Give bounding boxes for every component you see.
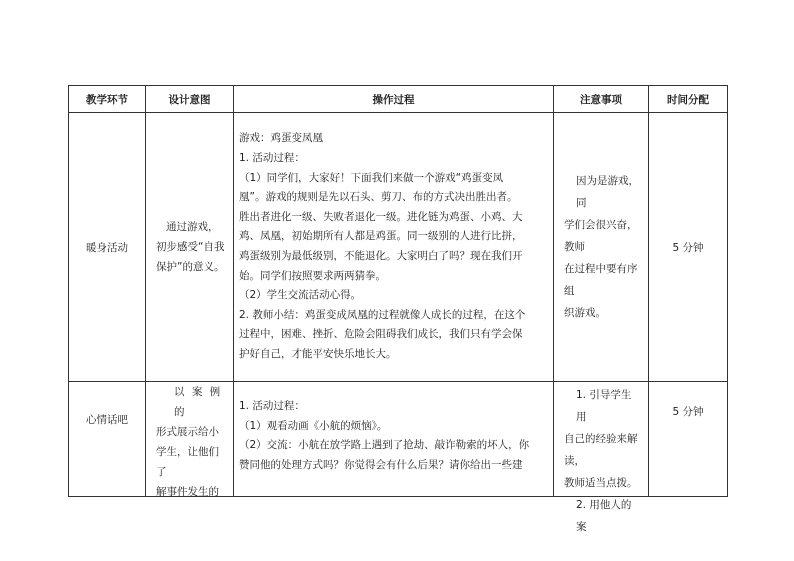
process-clip [239, 397, 547, 481]
header-intent: 设计意图 [146, 86, 234, 113]
process-line: 护好自己，才能平安快乐地长大。 [239, 347, 397, 360]
notes-line: 学们会很兴奋，教师 [564, 219, 638, 253]
intent-line: 解事件发生的 [156, 486, 219, 498]
process-line: 过程中，困难、挫折、危险会阻碍我们成长，我们只有学会保 [239, 328, 523, 341]
process-line: 凰”。游戏的规则是先以石头、剪刀、布的方式决出胜出者。 [239, 191, 518, 204]
notes-line: 1. 引导学生用 [576, 389, 632, 423]
intent-line: 通过游戏， [166, 221, 219, 233]
notes-line: 教师适当点拨。 [564, 477, 638, 489]
notes-cell [554, 113, 649, 382]
process-line: 游戏：鸡蛋变凤凰 [239, 132, 323, 145]
notes-line: 因为是游戏，同 [576, 175, 639, 209]
process-line: 1. 活动过程： [239, 152, 305, 165]
time-cell: 5 分钟 [649, 382, 728, 497]
notes-line: 自己的经验来解读， [564, 433, 638, 467]
process-cell [234, 382, 554, 497]
process-line: （2）交流：小航在放学路上遇到了抢劫、敲诈勒索的坏人，你 [239, 439, 530, 452]
notes-clip [564, 384, 640, 533]
notes-line: 2. 用他人的案 [576, 499, 632, 533]
time-cell: 5 分钟 [649, 113, 728, 382]
intent-cell [146, 382, 234, 497]
process-line: （1）观看动画《小航的烦恼》。 [239, 419, 388, 432]
process-line: 2. 教师小结：鸡蛋变成凤凰的过程就像人成长的过程，在这个 [239, 308, 526, 321]
process-line: 赞同他的处理方式吗？你觉得会有什么后果？请你给出一些建 [239, 458, 523, 471]
header-notes: 注意事项 [554, 86, 649, 113]
table-row [69, 382, 728, 497]
process-cell [234, 113, 554, 382]
header-stage: 教学环节 [69, 86, 146, 113]
intent-line: 以 案 例 的 [174, 386, 223, 418]
table-row [69, 113, 728, 382]
intent-line: 初步感受“自我 [156, 241, 225, 253]
intent-line: 保护”的意义。 [156, 261, 225, 273]
stage-cell: 暖身活动 [69, 113, 146, 382]
stage-cell: 心情话吧 [69, 382, 146, 497]
notes-cell [554, 382, 649, 533]
notes-line: 在过程中要有序组 [564, 263, 638, 297]
lesson-plan-table [68, 85, 728, 533]
intent-line: 形式展示给小 [156, 426, 219, 438]
process-line: 1. 活动过程： [239, 400, 305, 412]
intent-cell [146, 113, 234, 382]
intent-clip [156, 382, 227, 498]
process-line: 胜出者进化一级、失败者退化一级。进化链为鸡蛋、小鸡、大 [239, 210, 523, 223]
notes-line: 织游戏。 [564, 307, 606, 319]
header-process: 操作过程 [234, 86, 554, 113]
intent-line: 学生，让他们了 [156, 446, 219, 478]
header-row [69, 86, 728, 113]
header-time: 时间分配 [649, 86, 728, 113]
process-line: 鸡、凤凰，初始期所有人都是鸡蛋。同一级别的人进行比拼， [239, 230, 523, 243]
process-line: （2）学生交流活动心得。 [239, 289, 362, 302]
process-line: （1）同学们，大家好！下面我们来做一个游戏“鸡蛋变凤 [239, 171, 504, 184]
process-line: 鸡蛋级别为最低级别，不能退化。大家明白了吗？现在我们开 [239, 250, 523, 262]
process-line: 始。同学们按照要求两两猜拳。 [239, 269, 386, 282]
